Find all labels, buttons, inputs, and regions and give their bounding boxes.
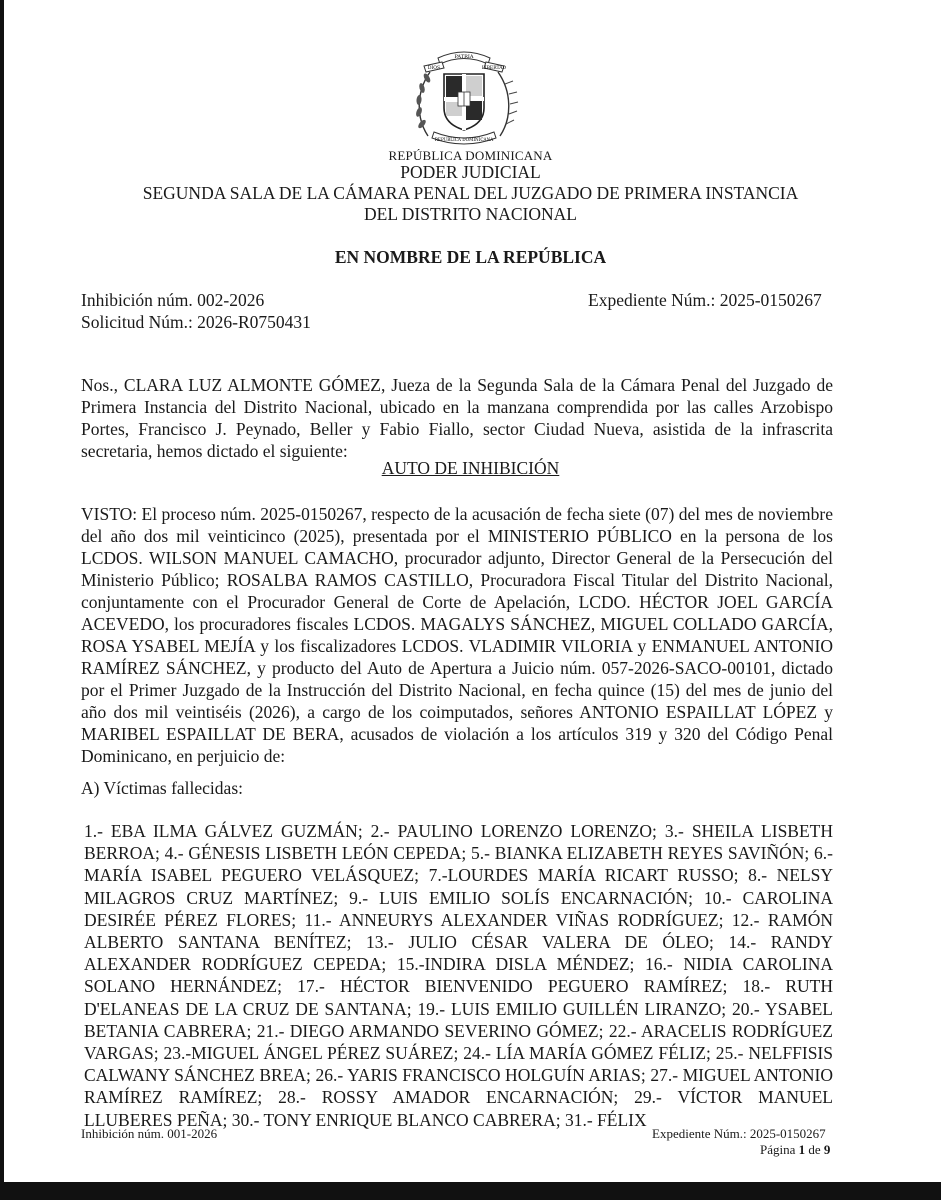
footer-case-file-number: Expediente Núm.: 2025-0150267 (652, 1126, 826, 1141)
victims-list: 1.- EBA ILMA GÁLVEZ GUZMÁN; 2.- PAULINO LORENZO LORENZO; 3.- SHEILA LISBETH BERROA; 4.- GÉNESIS LISBETH LEÓN CEPEDA; 5.- BIANKA ELIZABETH REYES SAVIÑÓN; 6.- MARÍA ISABEL PEGUERO VELÁSQUEZ; 7.-LOURDES MARÍA RICART RUSSO; 8.- NELSY MILAGROS CRUZ MARTÍNEZ; 9.- LUIS EMILIO SOLÍS ENCARNACIÓN; 10.- CAROLINA DESIRÉE PÉREZ FLORES; 11.- ANNEURYS ALEXANDER VIÑAS RODRÍGUEZ; 12.- RAMÓN ALBERTO SANTANA BENÍTEZ; 13.- JULIO CÉSAR VALERA DE ÓLEO; 14.- RANDY ALEXANDER RODRÍGUEZ CEPEDA; 15.-INDIRA DISLA MÉNDEZ; 16.- NIDIA CAROLINA SOLANO HERNÁNDEZ; 17.- HÉCTOR BIENVENIDO PEGUERO RAMÍREZ; 18.- RUTH D'ELANEAS DE LA CRUZ DE SANTANA; 19.- LUIS EMILIO GUILLÉN LIRANZO; 20.- YSABEL BETANIA CABRERA; 21.- DIEGO ARMANDO SEVERINO GÓMEZ; 22.- ARACELIS RODRÍGUEZ VARGAS; 23.-MIGUEL ÁNGEL PÉREZ SUÁREZ; 24.- LÍA MARÍA GÓMEZ FÉLIZ; 25.- NELFFISIS CALWANY SÁNCHEZ BREA; 26.- YARIS FRANCISCO HOLGUÍN ARIAS; 27.- MIGUEL ANTONIO RAMÍREZ RAMÍREZ; 28.- ROSSY AMADOR ENCARNACIÓN; 29.- VÍCTOR MANUEL LLUBERES PEÑA; 30.- TONY ENRIQUE BLANCO CABRERA; 31.- FÉLIX (84, 821, 833, 1130)
page-indicator (760, 1142, 830, 1158)
page-prefix: Página (760, 1142, 799, 1157)
request-number: Solicitud Núm.: 2026-R0750431 (81, 312, 311, 332)
seal-ribbon-right: LIBERTAD (481, 66, 507, 71)
seal-ribbon-left: DIOS (427, 66, 441, 71)
visto-paragraph: VISTO: El proceso núm. 2025-0150267, respecto de la acusación de fecha siete (07) del mes de noviembre del año dos mil veinticinco (2025), presentada por el MINISTERIO PÚBLICO en la persona de los LCDOS. WILSON MANUEL CAMACHO, procurador adjunto, Director General de la Persecución del Ministerio Público; ROSALBA RAMOS CASTILLO, Procuradora Fiscal Titular del Distrito Nacional, conjuntamente con el Procurador General de Corte de Apelación, LCDO. HÉCTOR JOEL GARCÍA ACEVEDO, los procuradores fiscales LCDOS. MAGALYS SÁNCHEZ, MIGUEL COLLADO GARCÍA, ROSA YSABEL MEJÍA y los fiscalizadores LCDOS. VLADIMIR VILORIA y ENMANUEL ANTONIO RAMÍREZ SÁNCHEZ, y producto del Auto de Apertura a Juicio núm. 057-2026-SACO-00101, dictado por el Primer Juzgado de la Instrucción del Distrito Nacional, en fecha quince (15) del mes de junio del año dos mil veintiséis (2026), a cargo de los coimputados, señores ANTONIO ESPAILLAT LÓPEZ y MARIBEL ESPAILLAT DE BERA, acusados de violación a los artículos 319 y 320 del Código Penal Dominicano, en perjuicio de: (81, 504, 833, 766)
header-country: REPÚBLICA DOMINICANA (388, 148, 553, 163)
intro-paragraph: Nos., CLARA LUZ ALMONTE GÓMEZ, Jueza de la Segunda Sala de la Cámara Penal del Juzgado de Primera Instancia del Distrito Nacional, ubicado en la manzana comprendida por las calles Arzobispo Portes, Francisco J. Peynado, Beller y Fabio Fiallo, sector Ciudad Nueva, asistida de la infrascrita secretaria, hemos dictado el siguiente: (81, 375, 833, 461)
header-court-line2: DEL DISTRITO NACIONAL (364, 204, 577, 224)
page-separator: de (805, 1142, 824, 1157)
coat-of-arms-seal (408, 44, 520, 150)
footer-inhibition-number: Inhibición núm. 001-2026 (81, 1126, 218, 1141)
inhibition-number: Inhibición núm. 002-2026 (81, 290, 265, 310)
case-file-number: Expediente Núm.: 2025-0150267 (588, 290, 822, 310)
header-court-line1: SEGUNDA SALA DE LA CÁMARA PENAL DEL JUZGADO DE PRIMERA INSTANCIA (142, 183, 799, 203)
section-deceased-victims: A) Víctimas fallecidas: (81, 778, 243, 798)
header-branch: PODER JUDICIAL (400, 162, 541, 182)
page-current: 1 (798, 1142, 806, 1157)
header-formula: EN NOMBRE DE LA REPÚBLICA (334, 247, 607, 267)
document-title: AUTO DE INHIBICIÓN (381, 458, 560, 478)
seal-ribbon-top: PATRIA (454, 54, 474, 60)
scan-border-bottom (0, 1182, 941, 1200)
page-total: 9 (823, 1142, 831, 1157)
seal-ribbon-bottom: REPUBLICA DOMINICANA (434, 137, 494, 142)
